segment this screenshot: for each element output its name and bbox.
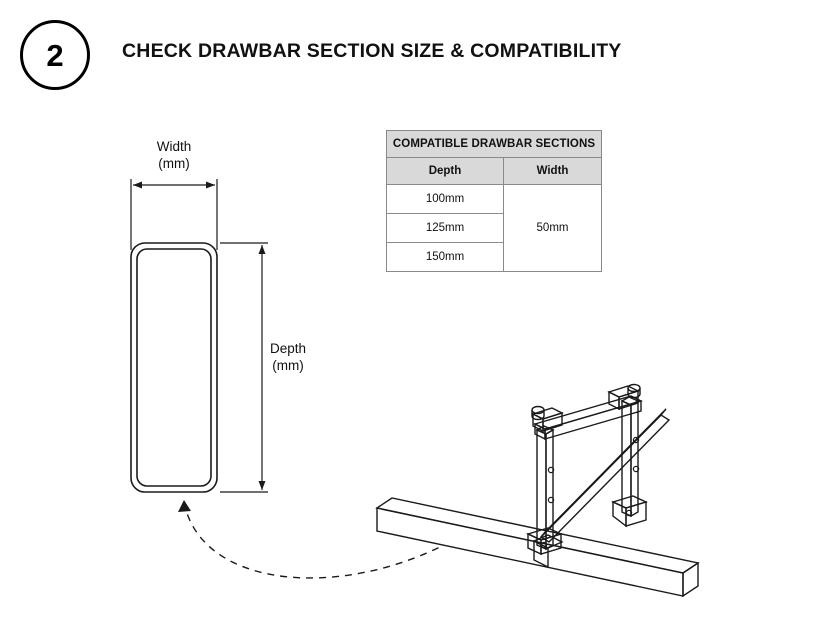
table-header-row	[387, 158, 602, 185]
depth-value-2: 125mm	[387, 214, 504, 243]
drawbar-assembly-illustration	[377, 385, 698, 597]
beam-cross-member	[534, 535, 562, 567]
upper-clamp-left	[533, 408, 562, 431]
depth-dimension-label	[248, 341, 328, 375]
page-title: CHECK DRAWBAR SECTION SIZE & COMPATIBILITY	[122, 40, 622, 62]
step-number-badge	[20, 20, 90, 90]
column-header-width: Width	[504, 158, 602, 185]
depth-label-line2: (mm)	[272, 357, 304, 373]
drawbar-beam	[377, 498, 698, 596]
table-row	[387, 185, 602, 214]
width-label-line1: Width	[156, 139, 192, 154]
depth-value-1: 100mm	[387, 185, 504, 214]
depth-value-3: 150mm	[387, 243, 504, 272]
callout-leader-line	[184, 502, 440, 578]
width-dimension-label	[124, 139, 224, 173]
top-rail	[535, 396, 641, 439]
diagonal-brace	[541, 409, 669, 542]
callout-arrowhead	[178, 500, 191, 512]
compatible-drawbar-sections-table	[386, 130, 602, 272]
depth-label-line1: Depth	[269, 341, 307, 356]
table-title: COMPATIBLE DRAWBAR SECTIONS	[387, 131, 602, 158]
upper-clamp-right	[609, 386, 638, 409]
column-header-depth: Depth	[387, 158, 504, 185]
drawbar-section-profile	[131, 243, 217, 492]
width-value: 50mm	[504, 185, 602, 272]
lower-bracket-left	[528, 528, 561, 554]
table-title-row	[387, 131, 602, 158]
width-label-line2: (mm)	[158, 155, 190, 171]
clamp-pin-left	[532, 407, 544, 420]
rear-upright-post	[622, 397, 638, 516]
step-number: 2	[46, 37, 64, 73]
fastener-bolts	[541, 437, 638, 547]
width-dimension-arrow	[131, 179, 217, 250]
front-upright-post	[537, 426, 553, 549]
clamp-pin-right	[628, 385, 640, 398]
lower-bracket-right	[613, 496, 646, 526]
